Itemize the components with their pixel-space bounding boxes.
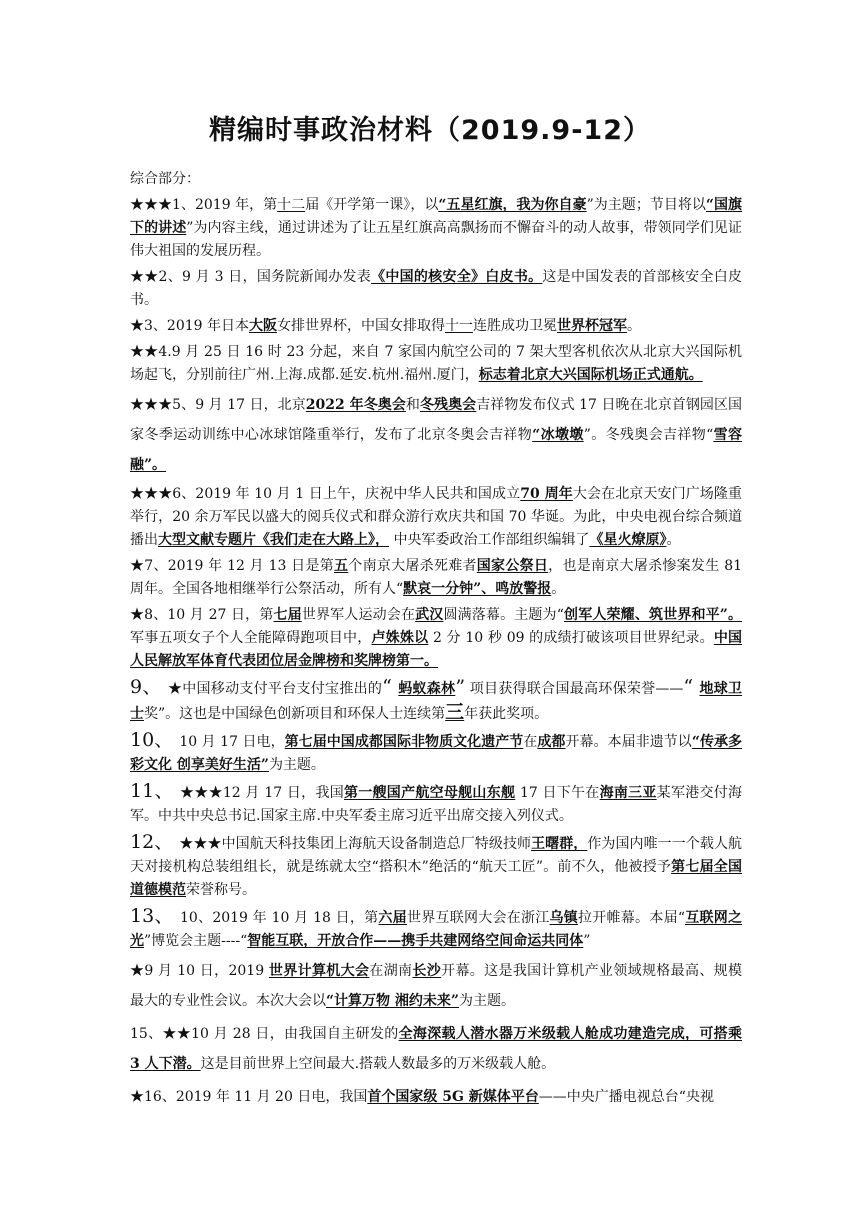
highlighted-key-phrase: 雪容融”。 xyxy=(130,427,743,473)
highlighted-key-phrase: 海南三亚 xyxy=(599,785,657,801)
highlighted-key-phrase: 创军人荣耀、筑世界和平”。 xyxy=(563,607,743,623)
news-text: ★★★5、9 月 17 日，北京 xyxy=(130,397,306,413)
news-text: 荣誉称号。 xyxy=(186,882,256,898)
highlighted-key-phrase: 第七届中国成都国际非物质文化遗产节 xyxy=(284,734,524,750)
news-text: 这是中国发表的首部核安全白皮书。 xyxy=(130,269,742,308)
news-item xyxy=(130,905,742,953)
news-text: ★★★1、2019 年，第 xyxy=(130,197,278,213)
news-text: 中央军委政治工作部组织编辑了 xyxy=(389,532,590,548)
news-item xyxy=(130,555,742,601)
news-text: ”为主题；节目将以 xyxy=(586,197,706,213)
news-text: ★3、2019 年日本 xyxy=(130,318,249,334)
highlighted-key-phrase: 全海深载人潜水器万米级载人舱成功建造完成，可搭乘 3 人下潜。 xyxy=(130,1026,742,1072)
highlighted-key-phrase: 地球卫士 xyxy=(130,681,743,722)
news-text: 世界军人运动会在 xyxy=(301,607,416,623)
highlighted-key-phrase: 乌镇 xyxy=(549,910,579,926)
news-text: 拉开帷幕。本届“ xyxy=(578,910,685,926)
news-text: 17 日下午在 xyxy=(515,785,600,801)
news-text: 军事五项女子个人全能障碍跑项目中， xyxy=(130,630,372,646)
highlighted-key-phrase: 第七届全国道德模范 xyxy=(130,859,742,898)
news-text: “ xyxy=(683,676,700,698)
news-text: 作为国内唯一一个载人航天对接机构总装组组长，就是练就太空“搭积木”绝活的“航天工匠”。前不久，他被授予 xyxy=(130,836,743,875)
news-text: 年获此奖项。 xyxy=(464,706,549,722)
news-text: ★中国移动支付平台支付宝推出的 xyxy=(167,681,383,697)
news-text: ★7、2019 年 12 月 13 日是第 xyxy=(130,558,335,574)
news-text: ★9 月 10 日，2019 xyxy=(130,963,269,979)
section-label: 综合部分： xyxy=(130,171,200,187)
news-item xyxy=(130,956,742,1016)
news-text: 大会在北京天安门广场隆重举行，20 余万军民以盛大的阅兵仪式和群众游行欢庆共和国 70 华诞。为此，中央电视台综合频道播出 xyxy=(130,486,743,548)
highlighted-key-phrase: 蚂蚁森林 xyxy=(398,681,456,697)
highlighted-key-phrase: 十二 xyxy=(277,197,306,213)
news-text: ★★4.9 月 25 日 16 时 23 分起，来自 7 家国内航空公司的 7 架大型客机依次从北京大兴国际机场起飞，分别前往广州.上海.成都.延安.杭州.福州.厦门， xyxy=(130,344,742,383)
highlighted-key-phrase: 六届 xyxy=(378,910,407,926)
highlighted-key-phrase: 十一 xyxy=(445,318,473,334)
news-item xyxy=(130,604,742,673)
highlighted-key-phrase: 互联网之光 xyxy=(130,910,743,949)
highlighted-key-phrase: 卢姝姝以 xyxy=(371,630,429,646)
highlighted-key-phrase: 标志着北京大兴国际机场正式通航。 xyxy=(478,367,703,383)
news-text: 连胜成功卫冕 xyxy=(473,318,557,334)
news-text: ★★★中国航天科技集团上海航天设备制造总厂特级技师 xyxy=(179,836,532,852)
highlighted-key-phrase: 大阪 xyxy=(249,318,277,334)
news-text: 。 xyxy=(666,532,681,548)
news-text: 届《开学第一课》，以 xyxy=(305,197,439,213)
highlighted-key-phrase: 第一艘国产航空母舰山东舰 xyxy=(343,785,516,801)
news-text: 10、 xyxy=(130,729,180,751)
news-text: 个南京大屠杀死难者 xyxy=(348,558,477,574)
highlighted-key-phrase: 国家公祭日 xyxy=(476,558,549,574)
highlighted-key-phrase: 长沙 xyxy=(412,963,442,979)
news-text: 项目获得联合国最高环保荣誉—— xyxy=(465,681,684,697)
highlighted-key-phrase: 冬残奥会 xyxy=(419,397,477,413)
news-item xyxy=(130,780,742,828)
news-text: 这是目前世界上空间最大.搭载人数最多的万米级载人舱。 xyxy=(200,1056,556,1072)
news-text: 奖”。这也是中国绿色创新项目和环保人士连续第 xyxy=(144,706,446,722)
news-text: 为主题。 xyxy=(268,757,325,773)
news-text: 在湖南 xyxy=(369,963,413,979)
news-text: 10、2019 年 10 月 18 日，第 xyxy=(180,910,379,926)
highlighted-key-phrase: 王曙群， xyxy=(531,836,588,852)
highlighted-key-phrase: 世界杯冠军 xyxy=(557,318,627,334)
news-item xyxy=(130,266,742,312)
highlighted-key-phrase: 《星火燎原》 xyxy=(589,532,667,548)
news-text: 开幕。这是我国计算机产业领域规格最高、规模最大的专业性会议。本次大会以 xyxy=(130,963,743,1009)
news-text: 某军港交付海军。中共中央总书记.国家主席.中央军委主席习近平出席交接入列仪式。 xyxy=(130,785,743,824)
highlighted-key-phrase: 2022 年冬奥会 xyxy=(305,397,406,413)
highlighted-key-phrase: 智能互联，开放合作——携手共建网络空间命运共同体 xyxy=(247,933,584,949)
highlighted-key-phrase: 世界计算机大会 xyxy=(268,963,370,979)
news-text: 2 分 10 秒 09 的成绩打破该项目世界纪录。 xyxy=(428,630,714,646)
news-text: ★★★12 月 17 日，我国 xyxy=(180,785,344,801)
news-text: ——中央广播电视总台“央视 xyxy=(538,1089,714,1105)
news-text: ”博览会主题----“ xyxy=(144,933,248,949)
news-text: 9、 xyxy=(130,676,168,698)
news-item xyxy=(130,676,742,726)
highlighted-key-phrase: 成都 xyxy=(537,734,566,750)
news-item-list xyxy=(130,194,742,1112)
news-text: ” xyxy=(455,676,466,698)
highlighted-key-phrase: “冰墩墩 xyxy=(532,427,584,443)
news-item xyxy=(130,194,742,263)
highlighted-key-phrase: 首个国家级 5G 新媒体平台 xyxy=(367,1089,539,1105)
highlighted-key-phrase: 七届 xyxy=(273,607,302,623)
news-text: 。 xyxy=(627,318,641,334)
highlighted-key-phrase: 默哀一分钟”、鸣放警报 xyxy=(403,581,552,597)
news-text: ★16、2019 年 11 月 20 日电，我国 xyxy=(130,1089,368,1105)
news-text: 圆满落幕。主题为“ xyxy=(443,607,564,623)
news-text: 吉祥物发布仪式 17 日晚在北京首钢园区国家冬季运动训练中心冰球馆隆重举行，发布了北京冬奥会吉祥物 xyxy=(130,397,743,443)
news-item xyxy=(130,729,742,777)
highlighted-key-phrase: 三 xyxy=(445,701,465,723)
news-text: 世界互联网大会在浙江 xyxy=(406,910,550,926)
news-item xyxy=(130,315,742,338)
highlighted-key-phrase: 五 xyxy=(334,558,349,574)
news-item xyxy=(130,483,742,552)
news-text: 和 xyxy=(405,397,420,413)
news-text: ★8、10 月 27 日，第 xyxy=(130,607,274,623)
news-item xyxy=(130,341,742,387)
news-text: 12、 xyxy=(130,831,180,853)
news-text: ，也是南京大屠杀惨案发生 81 周年。全国各地相继举行公祭活动，所有人“ xyxy=(130,558,743,597)
news-item xyxy=(130,390,742,480)
highlighted-key-phrase: “国旗下的讲述 xyxy=(130,197,742,236)
highlighted-key-phrase: “五星红旗，我为你自豪 xyxy=(438,197,587,213)
news-item xyxy=(130,831,742,902)
news-text: 15、★★10 月 28 日，由我国自主研发的 xyxy=(130,1026,399,1042)
news-text: 。 xyxy=(551,581,566,597)
news-text: 为主题。 xyxy=(458,993,515,1009)
news-text: 13、 xyxy=(130,905,180,927)
news-text: ”为内容主线，通过讲述为了让五星红旗高高飘扬而不懈奋斗的动人故事，带领同学们见证伟大祖国的发展历程。 xyxy=(130,220,742,259)
news-text: 11、 xyxy=(130,780,181,802)
highlighted-key-phrase: 70 周年 xyxy=(520,486,573,502)
news-text: ”。冬残奥会吉祥物“ xyxy=(583,427,714,443)
news-text: ★★★6、2019 年 10 月 1 日上午，庆祝中华人民共和国成立 xyxy=(130,486,521,502)
highlighted-key-phrase: 中国人民解放军体育代表团位居金牌榜和奖牌榜第一。 xyxy=(130,630,743,669)
highlighted-key-phrase: 《中国的核安全》白皮书。 xyxy=(371,269,543,285)
news-text: 10 月 17 日电， xyxy=(179,734,285,750)
highlighted-key-phrase: “计算万物 湘约未来” xyxy=(326,993,459,1009)
news-text: 开幕。本届非遗节以 xyxy=(565,734,692,750)
highlighted-key-phrase: 大型文献专题片《我们走在大路上》， xyxy=(158,532,389,548)
document-title: 精编时事政治材料（2019.9-12） xyxy=(209,115,651,146)
news-item xyxy=(130,1082,742,1112)
highlighted-key-phrase: “传承多彩文化 创享美好生活” xyxy=(130,734,743,773)
news-item xyxy=(130,1019,742,1079)
news-text: ★★2、9 月 3 日，国务院新闻办发表 xyxy=(130,269,372,285)
news-text: ” xyxy=(583,933,591,949)
highlighted-key-phrase: 武汉 xyxy=(415,607,444,623)
news-text: 女排世界杯，中国女排取得 xyxy=(277,318,445,334)
news-text: 在 xyxy=(523,734,538,750)
document-body xyxy=(130,168,742,1115)
news-text: “ xyxy=(382,676,399,698)
